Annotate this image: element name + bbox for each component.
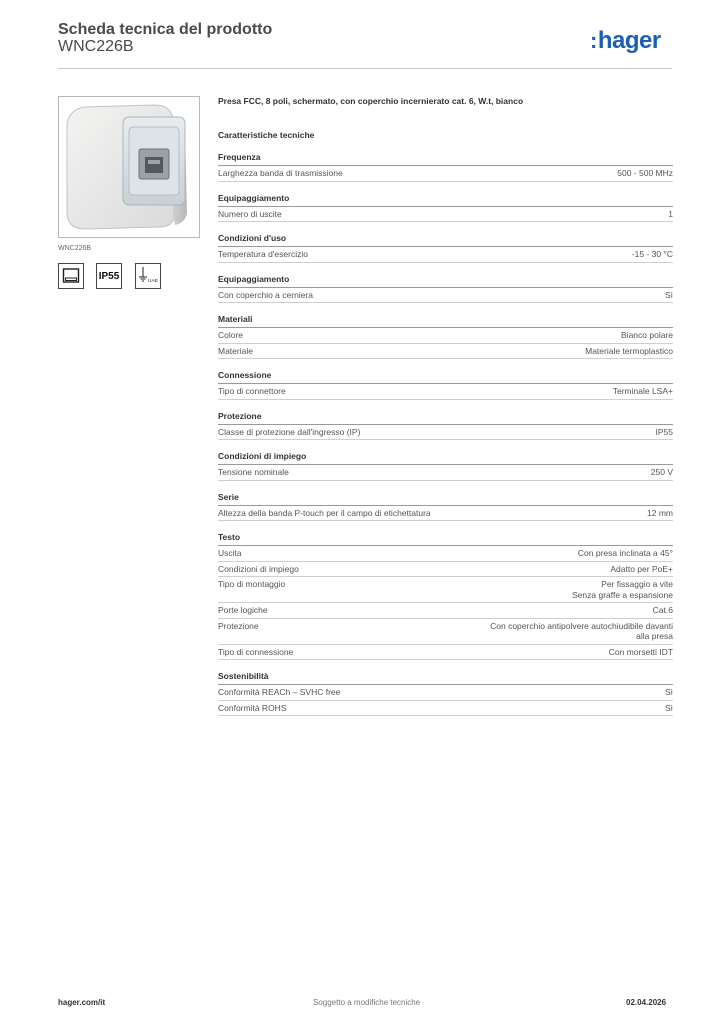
- uae-label: UAE: [148, 279, 158, 284]
- spec-row: [218, 701, 673, 717]
- spec-value: Cat.6: [652, 605, 673, 615]
- section-title: Testo: [218, 530, 673, 546]
- spec-value: 250 V: [650, 467, 673, 477]
- spec-value: Per fissaggio a vite Senza graffe a espansione: [572, 579, 673, 600]
- spec-label: Colore: [218, 330, 244, 340]
- product-description: Presa FCC, 8 poli, schermato, con coperchio incernierato cat. 6, W.t, bianco: [218, 96, 524, 106]
- spec-row: [218, 247, 673, 263]
- spec-row: [218, 425, 673, 441]
- spec-value: IP55: [655, 426, 673, 437]
- product-image: [58, 96, 200, 238]
- spec-row: [218, 288, 673, 304]
- spec-section: [218, 368, 673, 400]
- section-title: Materiali: [218, 312, 673, 328]
- spec-value: 1: [668, 208, 673, 219]
- spec-row: [218, 685, 673, 701]
- section-title: Condizioni di impiego: [218, 449, 673, 465]
- spec-label: Tipo di connettore: [218, 386, 286, 396]
- spec-section: [218, 490, 673, 522]
- section-title: Equipaggiamento: [218, 272, 673, 288]
- spec-value: Con presa inclinata a 45°: [577, 548, 673, 558]
- spec-row: [218, 645, 673, 661]
- spec-value: Bianco polare: [621, 330, 673, 340]
- spec-section: [218, 312, 673, 359]
- spec-value: Materiale termoplastico: [585, 345, 673, 356]
- spec-label: Larghezza banda di trasmissione: [218, 168, 343, 178]
- spec-table: [218, 150, 673, 725]
- spec-row: [218, 546, 673, 562]
- spec-label: Altezza della banda P-touch per il campo di etichettatura: [218, 507, 431, 518]
- spec-row: [218, 619, 673, 645]
- spec-label: Uscita: [218, 548, 242, 558]
- spec-row: [218, 207, 673, 223]
- spec-section: [218, 191, 673, 223]
- section-title: Protezione: [218, 409, 673, 425]
- spec-label: Tensione nominale: [218, 467, 289, 477]
- logo-text: hager: [597, 27, 661, 54]
- spec-value: Sì: [664, 687, 673, 697]
- section-title: Condizioni d'uso: [218, 231, 673, 247]
- footer-website: hager.com/it: [58, 998, 106, 1007]
- footer-date: 02.04.2026: [626, 998, 667, 1007]
- brand-logo: [590, 27, 661, 55]
- spec-label: Tipo di montaggio: [218, 579, 286, 589]
- tech-heading: Caratteristiche tecniche: [218, 130, 315, 140]
- spec-value: -15 - 30 °C: [631, 249, 673, 259]
- spec-label: Conformità REACh – SVHC free: [218, 687, 341, 697]
- spec-row: [218, 465, 673, 481]
- surface-mount-icon: [58, 263, 84, 289]
- spec-label: Temperatura d'esercizio: [218, 249, 308, 259]
- spec-value: Sì: [664, 289, 673, 300]
- spec-row: [218, 577, 673, 603]
- spec-label: Materiale: [218, 345, 253, 356]
- spec-section: [218, 409, 673, 441]
- spec-value: Con morsetti IDT: [608, 646, 673, 657]
- spec-section: [218, 272, 673, 304]
- spec-section: [218, 530, 673, 660]
- logo-colon: :: [590, 28, 597, 53]
- spec-row: [218, 166, 673, 182]
- spec-row: [218, 328, 673, 344]
- spec-value: Sì: [664, 702, 673, 713]
- earth-shield-icon: [135, 263, 161, 289]
- spec-section: [218, 150, 673, 182]
- spec-row: [218, 603, 673, 619]
- spec-value: Terminale LSA+: [612, 386, 673, 396]
- spec-label: Conformità ROHS: [218, 702, 287, 713]
- page-title: Scheda tecnica del prodotto: [58, 21, 273, 38]
- spec-value: 12 mm: [647, 507, 673, 518]
- spec-label: Condizioni di impiego: [218, 563, 299, 574]
- image-caption: WNC226B: [58, 245, 92, 252]
- section-title: Frequenza: [218, 150, 673, 166]
- spec-label: Protezione: [218, 620, 259, 631]
- spec-section: [218, 669, 673, 716]
- spec-value: Adatto per PoE+: [610, 563, 673, 574]
- section-title: Connessione: [218, 368, 673, 384]
- ip55-icon: IP55: [96, 263, 122, 289]
- spec-row: [218, 384, 673, 400]
- product-code: WNC226B: [58, 38, 134, 55]
- spec-label: Porte logiche: [218, 605, 268, 615]
- spec-value: 500 - 500 MHz: [617, 168, 673, 178]
- spec-row: [218, 562, 673, 578]
- spec-label: Con coperchio a cerniera: [218, 289, 313, 300]
- spec-label: Tipo di connessione: [218, 646, 294, 657]
- section-title: Equipaggiamento: [218, 191, 673, 207]
- spec-section: [218, 231, 673, 263]
- spec-label: Numero di uscite: [218, 208, 282, 219]
- spec-label: Classe di protezione dall'ingresso (IP): [218, 426, 361, 437]
- spec-row: [218, 344, 673, 360]
- section-title: Sostenibilità: [218, 669, 673, 685]
- spec-value: Con coperchio antipolvere autochiudibile davanti alla presa: [490, 620, 673, 641]
- spec-row: [218, 506, 673, 522]
- section-title: Serie: [218, 490, 673, 506]
- spec-section: [218, 449, 673, 481]
- header-divider: [58, 68, 672, 69]
- footer-note: Soggetto a modifiche tecniche: [313, 998, 421, 1007]
